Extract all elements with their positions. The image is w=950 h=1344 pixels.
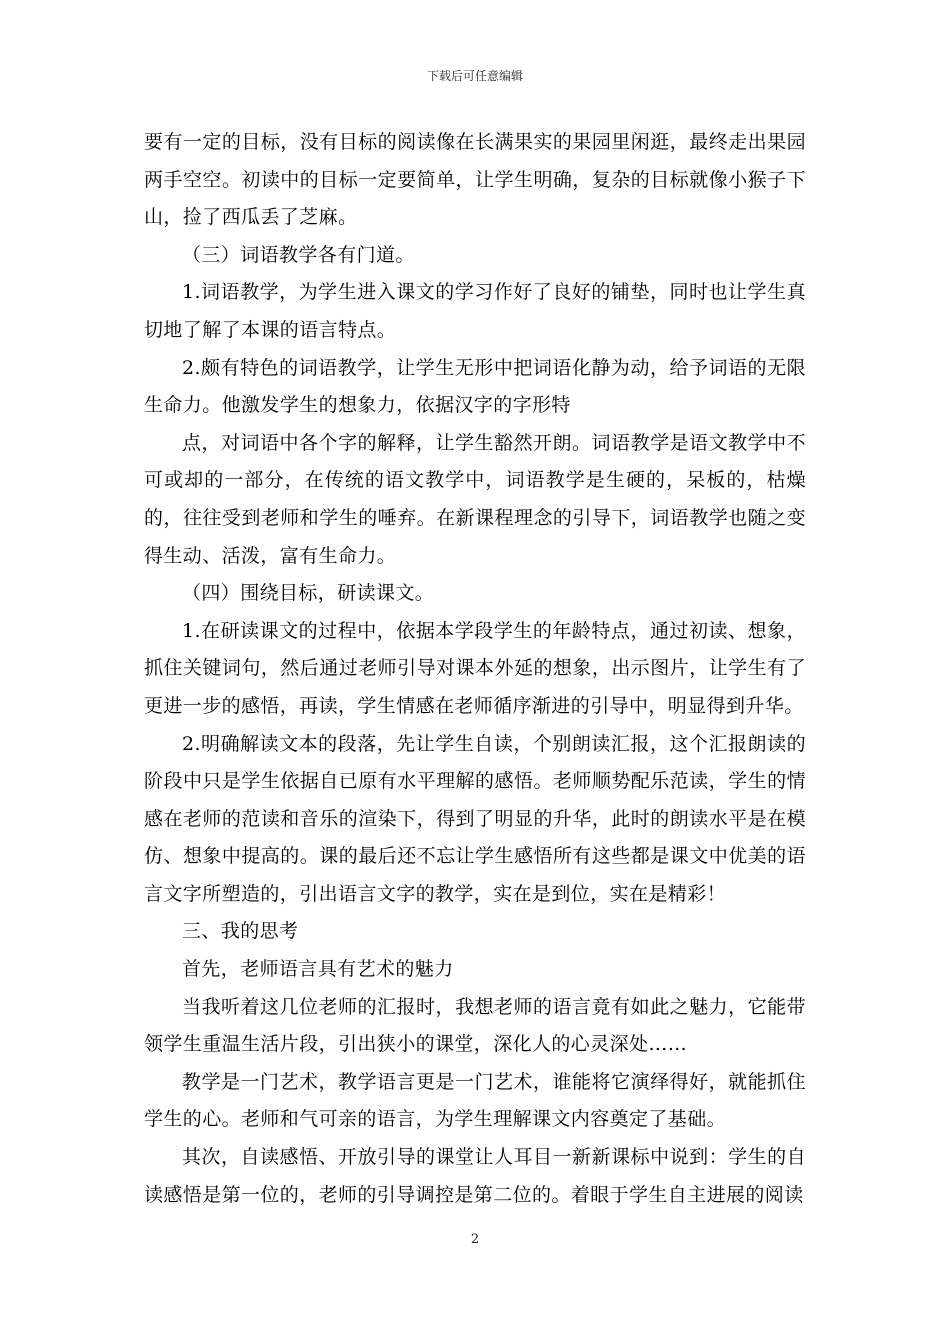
paragraph: 2.颇有特色的词语教学，让学生无形中把词语化静为动，给予词语的无限生命力。他激发学生的想象力，依据汉字的字形特 [144, 356, 806, 417]
paragraph: 1.在研读课文的过程中，依据本学段学生的年龄特点，通过初读、想象，抓住关键词句，然后通过老师引导对课本外延的想象，出示图片，让学生有了更进一步的感悟，再读，学生情感在老师循序渐进的引导中，明显得到升华。 [144, 619, 806, 717]
section-heading: （四）围绕目标，研读课文。 [182, 582, 435, 605]
paragraph: 要有一定的目标，没有目标的阅读像在长满果实的果园里闲逛，最终走出果园两手空空。初读中的目标一定要简单，让学生明确，复杂的目标就像小猴子下山，捡了西瓜丢了芝麻。 [144, 131, 806, 229]
page-header: 下载后可任意编辑 [426, 69, 523, 83]
paragraph: 1.词语教学，为学生进入课文的学习作好了良好的铺垫，同时也让学生真切地了解了本课的语言特点。 [144, 281, 806, 341]
section-heading: 三、我的思考 [182, 920, 299, 943]
document-body [144, 124, 806, 1214]
paragraph: 其次，自读感悟、开放引导的课堂让人耳目一新新课标中说到：学生的自读感悟是第一位的，老师的引导调控是第二位的。着眼于学生自主进展的阅读 [144, 1146, 806, 1206]
paragraph: 首先，老师语言具有艺术的魅力 [182, 958, 454, 981]
page-number: 2 [470, 1232, 480, 1247]
paragraph: 当我听着这几位老师的汇报时，我想老师的语言竟有如此之魅力，它能带领学生重温生活片段，引出狭小的课堂，深化人的心灵深处…… [144, 995, 806, 1056]
paragraph: 点，对词语中各个字的解释，让学生豁然开朗。词语教学是语文教学中不可或却的一部分，在传统的语文教学中，词语教学是生硬的，呆板的，枯燥的，往往受到老师和学生的唾弃。在新课程理念的引导下，词语教学也随之变得生动、活泼，富有生命力。 [144, 431, 806, 567]
section-heading: （三）词语教学各有门道。 [182, 243, 415, 266]
paragraph: 2.明确解读文本的段落，先让学生自读，个别朗读汇报，这个汇报朗读的阶段中只是学生依据自已原有水平理解的感悟。老师顺势配乐范读，学生的情感在老师的范读和音乐的渲染下，得到了明显的升华，此时的朗读水平是在模仿、想象中提高的。课的最后还不忘让学生感悟所有这些都是课文中优美的语言文字所塑造的，引出语言文字的教学，实在是到位，实在是精彩！ [144, 732, 806, 905]
paragraph: 教学是一门艺术，教学语言更是一门艺术，谁能将它演绎得好，就能抓住学生的心。老师和气可亲的语言，为学生理解课文内容奠定了基础。 [144, 1070, 806, 1131]
